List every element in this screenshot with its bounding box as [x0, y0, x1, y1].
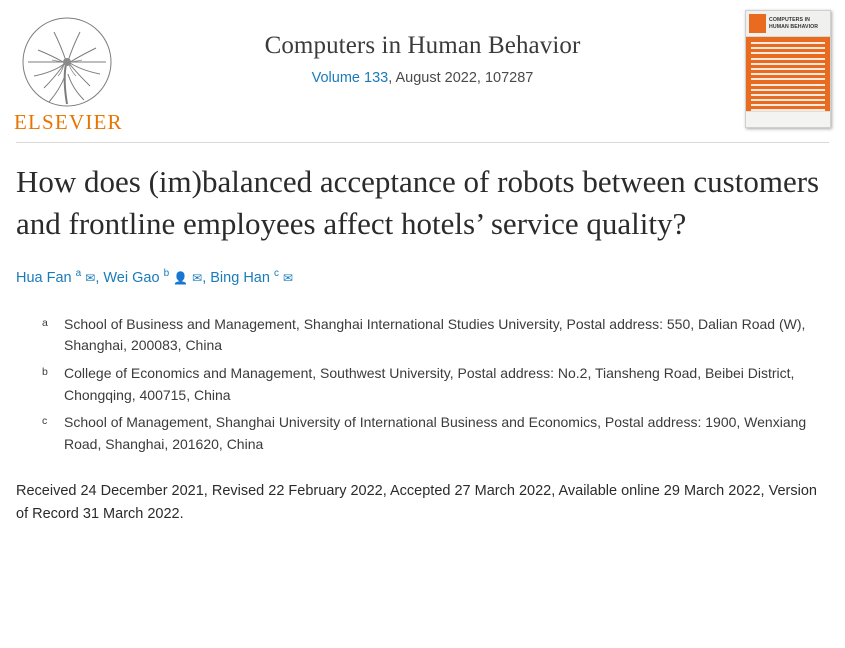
issue-info: , August 2022, 107287 — [388, 70, 534, 86]
author-name[interactable]: Hua Fan — [16, 269, 72, 286]
affiliation-text: School of Business and Management, Shanghai International Studies University, Postal address: 550, Dalian Road (W), Shanghai, 200083, China — [64, 315, 806, 354]
volume-link[interactable]: Volume 133 — [311, 70, 389, 86]
affiliation-item — [42, 314, 829, 357]
affiliation-mark: a — [42, 316, 48, 329]
journal-issue-line — [0, 70, 845, 86]
envelope-icon[interactable]: ✉ — [282, 270, 294, 285]
cover-text-lines — [746, 37, 830, 111]
envelope-icon[interactable]: ✉ — [85, 270, 96, 285]
author-entry[interactable] — [16, 270, 95, 286]
author-affiliation-mark: a — [75, 268, 82, 280]
author-affiliation-mark: b — [163, 268, 170, 280]
journal-info — [0, 32, 845, 86]
affiliation-text: School of Management, Shanghai University of International Business and Economics, Postal address: 1900, Wenxiang Road, Shanghai, 201620, China — [64, 414, 807, 453]
author-separator: , — [95, 269, 104, 286]
affiliation-item — [42, 363, 829, 406]
journal-cover-thumbnail[interactable] — [745, 10, 831, 128]
cover-footer — [746, 111, 830, 127]
author-entry[interactable] — [103, 270, 202, 286]
journal-title[interactable]: Computers in Human Behavior — [264, 32, 581, 59]
author-affiliation-mark: c — [273, 268, 279, 280]
cover-logo-square — [749, 14, 766, 33]
journal-header — [0, 0, 845, 140]
page-title: How does (im)balanced acceptance of robots between customers and frontline employees affect hotels’ service quality? — [16, 164, 820, 241]
person-icon[interactable]: 👤 — [173, 270, 189, 285]
cover-masthead — [746, 11, 830, 37]
article-content — [0, 143, 845, 526]
elsevier-wordmark: ELSEVIER — [14, 110, 123, 134]
affiliation-mark: c — [42, 415, 48, 428]
author-name[interactable]: Wei Gao — [103, 269, 160, 286]
author-entry[interactable] — [210, 270, 293, 286]
affiliation-item — [42, 412, 829, 455]
author-list — [16, 266, 829, 290]
publication-history: Received 24 December 2021, Revised 22 February 2022, Accepted 27 March 2022, Available online 29 March 2022, Version of Record 31 March 2022. — [16, 482, 817, 522]
affiliation-text: College of Economics and Management, Southwest University, Postal address: No.2, Tiansheng Road, Beibei District, Chongqing, 400715, China — [64, 365, 795, 403]
envelope-icon[interactable]: ✉ — [192, 270, 203, 285]
affiliation-mark: b — [42, 366, 48, 379]
author-name[interactable]: Bing Han — [210, 269, 270, 286]
cover-title-text: COMPUTERS IN HUMAN BEHAVIOR — [769, 17, 819, 30]
affiliation-list — [42, 314, 829, 456]
author-separator: , — [202, 269, 211, 286]
